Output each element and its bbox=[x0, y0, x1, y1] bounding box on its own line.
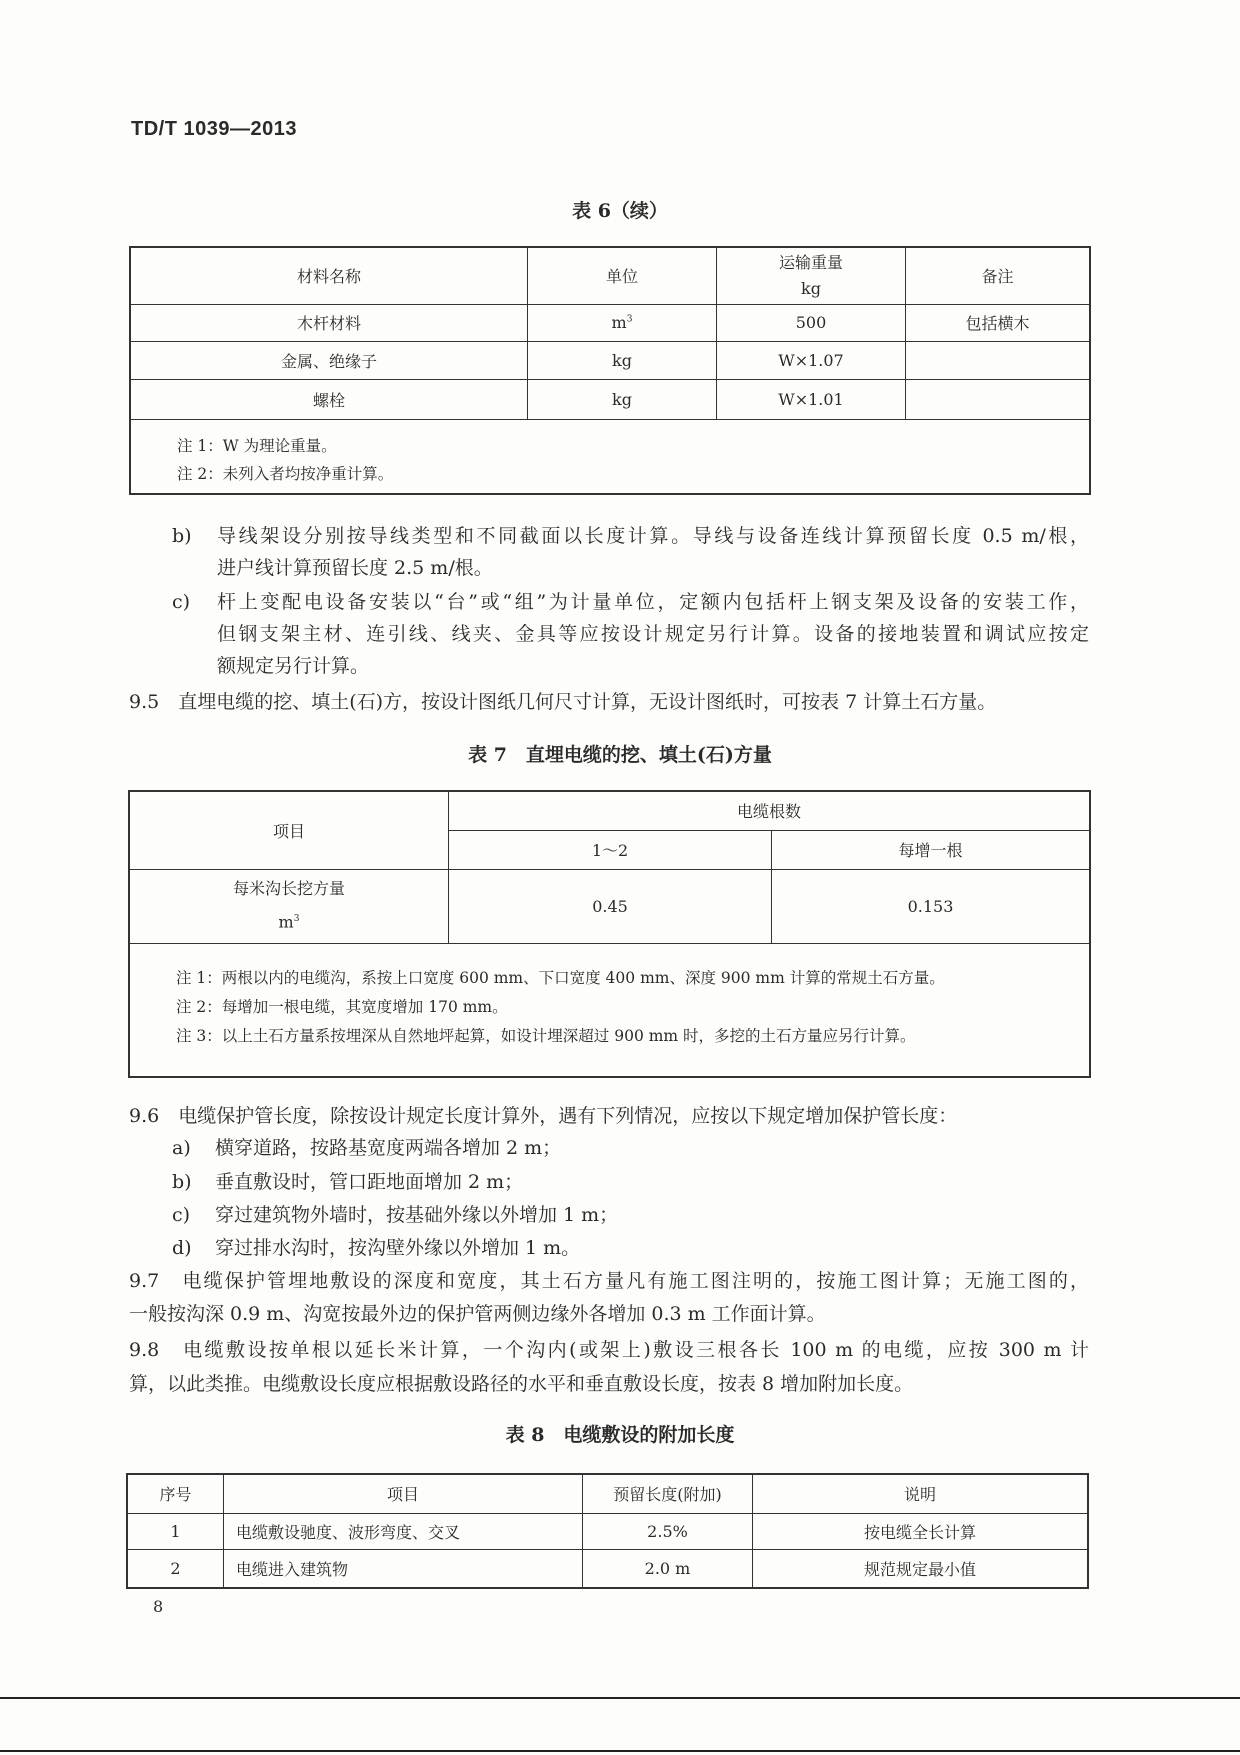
cell-remark: 包括横木 bbox=[906, 304, 1091, 341]
item-label: a) bbox=[172, 1137, 191, 1159]
table8-header-length: 预留长度(附加) bbox=[583, 1474, 753, 1513]
table6-header-name: 材料名称 bbox=[130, 247, 528, 304]
note: 注 1：W 为理论重量。 bbox=[177, 436, 337, 455]
table7 bbox=[128, 790, 1091, 1078]
cell-weight: 500 bbox=[717, 304, 906, 341]
note: 注 2：每增加一根电缆，其宽度增加 170 mm。 bbox=[176, 997, 508, 1016]
note: 注 2：未列入者均按净重计算。 bbox=[177, 464, 394, 483]
list-item: 穿过排水沟时，按沟壁外缘以外增加 1 m。 bbox=[215, 1237, 581, 1259]
table8 bbox=[126, 1473, 1089, 1589]
cell-weight: W×1.01 bbox=[717, 379, 906, 419]
section-9-7-line: 9.7 电缆保护管埋地敷设的深度和宽度，其土石方量凡有施工图注明的，按施工图计算；无施工图的， bbox=[129, 1270, 1089, 1292]
table7-notes bbox=[129, 943, 1090, 1077]
cell-weight: W×1.07 bbox=[717, 341, 906, 379]
note: 注 1：两根以内的电缆沟，系按上口宽度 600 mm、下口宽度 400 mm、深度 900 mm 计算的常规土石方量。 bbox=[176, 968, 945, 987]
table6-notes bbox=[130, 419, 1090, 494]
cell-length: 2.0 m bbox=[583, 1549, 753, 1588]
para-c-line: 额规定另行计算。 bbox=[217, 655, 370, 677]
cell-item: 电缆进入建筑物 bbox=[224, 1549, 583, 1588]
para-b-line: 进户线计算预留长度 2.5 m/根。 bbox=[217, 557, 493, 579]
item-label: d) bbox=[172, 1237, 192, 1259]
item-label: c) bbox=[172, 1204, 191, 1226]
item-label: b) bbox=[172, 1171, 192, 1193]
cell-value-b: 0.153 bbox=[772, 869, 1091, 943]
cell-item bbox=[129, 869, 449, 943]
cell-item: 电缆敷设驰度、波形弯度、交叉 bbox=[224, 1513, 583, 1549]
table6-title: 表 6（续） bbox=[572, 200, 668, 222]
list-item: 横穿道路，按路基宽度两端各增加 2 m； bbox=[215, 1137, 562, 1159]
cell-no: 2 bbox=[127, 1549, 224, 1588]
table8-header-desc: 说明 bbox=[753, 1474, 1089, 1513]
table7-header-b: 每增一根 bbox=[772, 830, 1091, 869]
item-label: c) bbox=[172, 591, 191, 613]
table8-title: 表 8 电缆敷设的附加长度 bbox=[505, 1424, 735, 1446]
section-9-8-line: 9.8 电缆敷设按单根以延长米计算，一个沟内(或架上)敷设三根各长 100 m 的电缆，应按 300 m 计 bbox=[129, 1339, 1089, 1361]
table7-header-item: 项目 bbox=[129, 791, 449, 869]
weight-unit: kg bbox=[801, 278, 821, 298]
cell-unit bbox=[528, 304, 717, 341]
section-9-6: 9.6 电缆保护管长度，除按设计规定长度计算外，遇有下列情况，应按以下规定增加保护管长度： bbox=[129, 1105, 958, 1127]
page-number: 8 bbox=[153, 1597, 164, 1616]
table7-header-a: 1～2 bbox=[449, 830, 772, 869]
table-row bbox=[129, 869, 1090, 943]
table-row bbox=[130, 304, 1090, 341]
table8-header-item: 项目 bbox=[224, 1474, 583, 1513]
cell-unit: kg bbox=[528, 379, 717, 419]
cell-unit: kg bbox=[528, 341, 717, 379]
cell-name: 螺栓 bbox=[130, 379, 528, 419]
section-9-5: 9.5 直埋电缆的挖、填土(石)方，按设计图纸几何尺寸计算，无设计图纸时，可按表 7 计算土石方量。 bbox=[129, 691, 997, 713]
section-9-7-line: 一般按沟深 0.9 m、沟宽按最外边的保护管两侧边缘外各增加 0.3 m 工作面计算。 bbox=[129, 1303, 826, 1325]
table-row bbox=[127, 1549, 1088, 1588]
cell-name: 木杆材料 bbox=[130, 304, 528, 341]
table-row bbox=[130, 379, 1090, 419]
row-unit-sup: 3 bbox=[293, 914, 300, 925]
unit-text: m bbox=[611, 313, 627, 332]
cell-remark bbox=[906, 341, 1091, 379]
document-code: TD/T 1039—2013 bbox=[131, 118, 297, 140]
cell-name: 金属、绝缘子 bbox=[130, 341, 528, 379]
list-item: 垂直敷设时，管口距地面增加 2 m； bbox=[215, 1171, 524, 1193]
cell-desc: 按电缆全长计算 bbox=[753, 1513, 1089, 1549]
table6 bbox=[129, 246, 1091, 495]
weight-label: 运输重量 bbox=[778, 252, 843, 272]
table6-header-remark: 备注 bbox=[906, 247, 1091, 304]
section-9-8-line: 算，以此类推。电缆敷设长度应根据敷设路径的水平和垂直敷设长度，按表 8 增加附加长度。 bbox=[129, 1373, 914, 1395]
cell-no: 1 bbox=[127, 1513, 224, 1549]
cell-remark bbox=[906, 379, 1091, 419]
scan-edge-line bbox=[0, 1697, 1240, 1699]
note: 注 3：以上土石方量系按埋深从自然地坪起算，如设计埋深超过 900 mm 时，多挖的土石方量应另行计算。 bbox=[176, 1026, 916, 1045]
list-item: 穿过建筑物外墙时，按基础外缘以外增加 1 m； bbox=[215, 1204, 619, 1226]
table6-header-weight bbox=[717, 247, 906, 304]
table-row bbox=[127, 1513, 1088, 1549]
row-unit: m bbox=[278, 912, 294, 932]
scan-edge-line bbox=[0, 1750, 1240, 1752]
cell-length: 2.5% bbox=[583, 1513, 753, 1549]
para-c-line: 但钢支架主材、连引线、线夹、金具等应按设计规定另行计算。设备的接地装置和调试应按定 bbox=[217, 623, 1089, 645]
para-b-line: 导线架设分别按导线类型和不同截面以长度计算。导线与设备连线计算预留长度 0.5 m/根， bbox=[217, 525, 1089, 547]
cell-value-a: 0.45 bbox=[449, 869, 772, 943]
para-c-line: 杆上变配电设备安装以“台”或“组”为计量单位，定额内包括杆上钢支架及设备的安装工作， bbox=[217, 591, 1089, 613]
table-row bbox=[130, 341, 1090, 379]
unit-sup: 3 bbox=[626, 314, 633, 325]
table7-header-group: 电缆根数 bbox=[449, 791, 1091, 830]
item-label: b) bbox=[172, 525, 192, 547]
row-label: 每米沟长挖方量 bbox=[232, 879, 345, 899]
table7-title: 表 7 直埋电缆的挖、填土(石)方量 bbox=[468, 744, 772, 766]
table8-header-no: 序号 bbox=[127, 1474, 224, 1513]
table6-header-unit: 单位 bbox=[528, 247, 717, 304]
cell-desc: 规范规定最小值 bbox=[753, 1549, 1089, 1588]
